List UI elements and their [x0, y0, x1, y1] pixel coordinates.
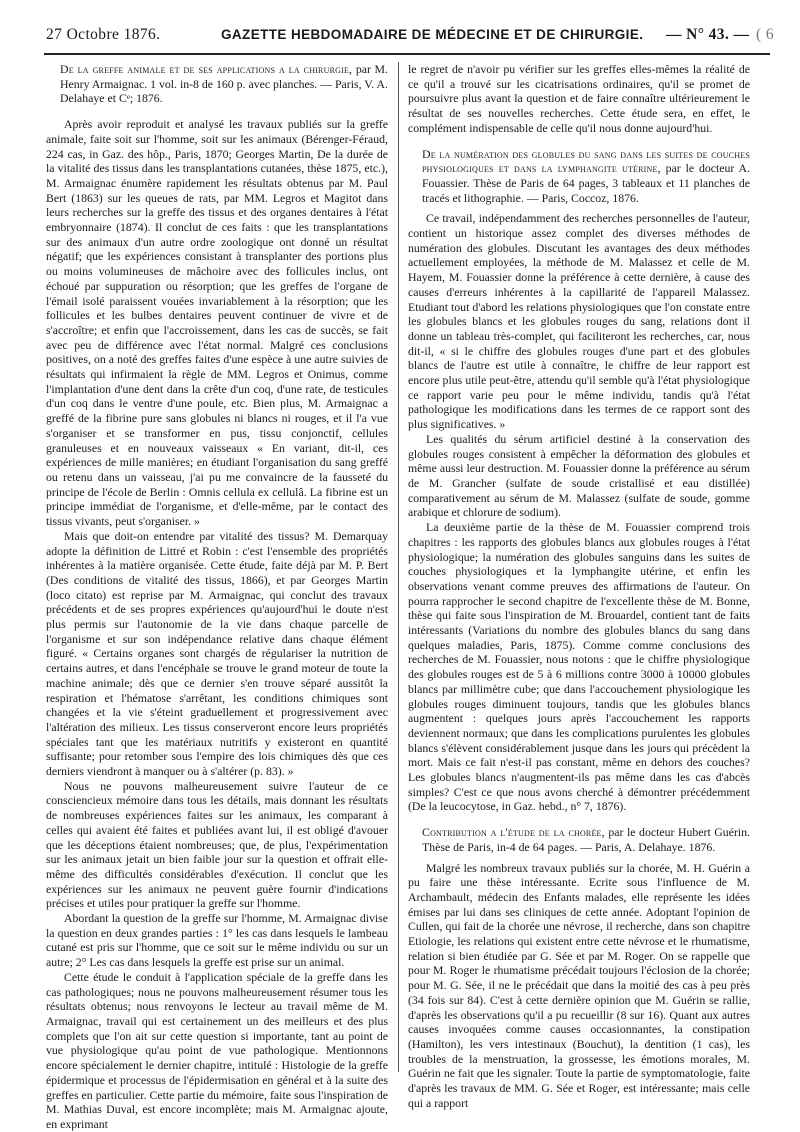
header-rule [44, 53, 770, 55]
paragraph: Les qualités du sérum artificiel destiné à la conservation des globules rouges consistent à empêcher la déformation des globules et même aussi leur destruction. M. Fouassier donne la préférence au sérum de M. Grancher (sulfate de soude cristallisé et eau distillée) comparativement au sérum de M. Malassez (sulfate de soude, gomme arabique et chlorure de sodium). [408, 431, 750, 520]
review-heading-numeration [408, 147, 750, 206]
review-heading-choree [408, 825, 750, 854]
journal-title: GAZETTE HEBDOMADAIRE DE MÉDECINE ET DE CHIRURGIE. [221, 27, 644, 42]
left-column [46, 62, 388, 1131]
column-divider [398, 62, 399, 1072]
review-heading-greffe [46, 62, 388, 106]
right-column [408, 62, 750, 1110]
paragraph: Mais que doit-on entendre par vitalité des tissus? M. Demarquay adopte la définition de Littré et Robin : c'est l'ensemble des propriétés inhérentes à la matière organisée. Cette étude, faite déjà par M. P. Bert (Des conditions de vitalité des tissus, 1866), et par Georges Martin (loco citato) est reprise par M. Armaignac, qui conclut des travaux précédents et de ses propres expériences qu'aujourd'hui le doute n'est plus permis sur l'autonomie de la vie dans chaque parcelle de l'organisme et sur son indépendance relative dans chaque élément figuré. « Certains organes sont chargés de régulariser la nutrition de certains autres, et dans l'encéphale se trouve le grand moteur de toute la machine animale; dès que ce dernier s'en trouve séparé aussitôt la respiration et l'hématose s'arrêtant, les conditions chimiques sont changées et la vie s'éteint graduellement et progressivement avec l'altération des milieux. Les tissus conserveront encore leurs propriétés spéciales tant que les matériaux nutritifs y existeront en quantité suffisante; pour retomber sous l'empire des lois chimiques dès que ces derniers viendront à manquer ou à s'altérer (p. 83). » [46, 528, 388, 779]
page-number: ( 6 [756, 26, 774, 43]
review-title: Contribution a l'étude de la chorée, [422, 825, 605, 840]
paragraph: Malgré les nombreux travaux publiés sur la chorée, M. H. Guérin a pu faire une thèse intéressante. Ecrite sous l'influence de M. Archambault, médecin des Enfants malades, elle représente les idées émises par lui dans ses cliniques de cette année. Adoptant l'opinion de Cullen, qui fait de la chorée une névrose, il recherche, dans son chapitre Etiologie, les relations qui existent entre cette névrose et le rhumatisme, relation si bien étudiée par G. Sée et par M. Roger. On se rappelle que pour M. Roger le rhumatisme précédait toujours l'éclosion de la chorée; pour M. G. Sée, il ne le précédait que dans la moitié des cas à peu près (34 fois sur 84). C'est à cette dernière opinion que M. Guérin se rallie, d'après les observations qu'il a pu recueillir (8 sur 16). Quant aux autres causes invoquées comme causes occasionnantes, la constipation (Hamilton), les vers intestinaux (Bouchut), la dentition (1 cas), les troubles de la menstruation, la grossesse, les émotions morales, M. Guérin ne fait que les signaler. Toute la partie de symptomatologie, faite d'après les travaux de MM. G. Sée et Roger, est intéressante; mais celle qui a rapport [408, 860, 750, 1110]
running-header [44, 26, 774, 50]
review-citation: par le docteur A. Fouassier. Thèse de Paris de 64 pages, 3 tableaux et 11 planches de tracés et lithographie. — Paris, Coccoz, 1876. [422, 161, 750, 205]
paragraph: Abordant la question de la greffe sur l'homme, M. Armaignac divise la question en deux grandes parties : 1° les cas dans lesquels le lambeau cutané est pris sur l'homme, que ce soit sur le même individu ou sur un autre; 2° Les cas dans lesquels la greffe est prise sur un animal. [46, 911, 388, 970]
review-citation: par M. Henry Armaignac. 1 vol. in-8 de 160 p. avec planches. — Paris, V. A. Delahaye et Cᵉ; 1876. [60, 62, 388, 106]
review-citation: par le docteur Hubert Guérin. Thèse de Paris, in-4 de 64 pages. — Paris, A. Delahaye. 1876. [422, 825, 750, 854]
issue-number: — N° 43. — [666, 26, 750, 43]
review-title: De la greffe animale et de ses applications a la chirurgie, [60, 62, 353, 76]
issue-date: 27 Octobre 1876. [46, 26, 161, 43]
paragraph: Nous ne pouvons malheureusement suivre l'auteur de ce consciencieux mémoire dans tous les détails, mais donnant les résultats de nombreuses expériences faites sur les animaux, les comparant à celles qui avaient été faites et publiées avant lui, il est obligé d'avouer que les déceptions étaient nombreuses; que, de plus, l'expérimentation sur les animaux jetait un bien faible jour sur la question et offrait elle-même des difficultés considérables d'exécution. Il conclut que les expériences sur les animaux ne peuvent guère fournir d'indications précises et utiles pour pratiquer la greffe sur l'homme. [46, 778, 388, 911]
paragraph: La deuxième partie de la thèse de M. Fouassier comprend trois chapitres : les rapports des globules blancs aux globules rouges à l'état physiologique; la numération des globules sanguins dans les suites de couches physiologiques et la lymphangite utérine, et enfin les observations venant comme preuves des affirmations de l'auteur. On pourra rapprocher le second chapitre de l'excellente thèse de M. Bonne, thèse qui faite sous l'inspiration de M. Brouardel, contient tant de faits intéressants (Variations du nombre des globules blancs du sang dans quelques maladies, Paris, 1875). Comme comme conclusions des recherches de M. Fouassier, nous notons : que le chiffre physiologique des globules rouges est de 5 à 6 millions contre 3000 à 10000 globules blancs par millimètre cube; que dans l'accouchement physiologique les globules rouges diminuent toujours, tandis que les globules blancs augmentent : quelques jours après l'accouchement les rapports deviennent normaux; que dans les complications purulentes les globules blancs s'élèvent considérablement jusque dans les jours qui précèdent la mort. Mais ce fait n'est-il pas constant, même en dehors des couches? Les globules blancs n'augmentent-ils pas même dans les cas d'abcès simples? C'est ce que nous avons cherché à démontrer précédemment (De la leucocytose, in Gaz. hebd., n° 7, 1876). [408, 520, 750, 814]
review-title: De la numération des globules du sang dans les suites de couches physiologiques et dans la lymphangite utérine, [422, 146, 750, 176]
continuation-paragraph: le regret de n'avoir pu vérifier sur les greffes elles-mêmes la réalité de ce qu'il a trouvé sur les cicatrisations ordinaires, qu'il se promet de poursuivre plus avant la question et de faire connaître ultérieurement le résultat de ses nouvelles recherches. Cette étude sera, en effet, le complément indispensable de celle qu'il nous donne aujourd'hui. [408, 62, 750, 135]
paragraph: Cette étude le conduit à l'application spéciale de la greffe dans les cas pathologiques; nous ne pouvons malheureusement résumer tous les résultats obtenus; nous renvoyons le lecteur au travail même de M. Armaignac, travail qui est certainement un des meilleurs et des plus complets que l'on ait sur cette question si importante, tant au point de vue physiologique qu'au point de vue pathologique. Mentionnons encore spécialement le dernier chapitre, intitulé : Histologie de la greffe épidermique et processus de l'épidermisation en général et à la suite des greffes en particulier. Cette partie du mémoire, faite sous l'inspiration de M. Mathias Duval, est encore incomplète; mais M. Armaignac ajoute, en exprimant [46, 969, 388, 1131]
paragraph: Après avoir reproduit et analysé les travaux publiés sur la greffe animale, faite soit sur l'homme, soit sur les animaux (Bérenger-Féraud, 224 cas, in Gaz. des hôp., Paris, 1870; Georges Martin, De la durée de la vitalité des tissus dans les transplantations cutanées, thèse 1875, etc.), M. Armaignac énumère rapidement les résultats obtenus par M. Paul Bert (1863) sur les queues de rats, par MM. Legros et Magitot dans leurs recherches sur la greffe des tissus et des organes dentaires à l'état embryonnaire (1874). Il conclut de ces faits : que les transplantations sur des animaux d'un autre ordre zoologique ont donné un résultat négatif; que les expériences consistant à transplanter des portions plus ou moins volumineuses de mâchoire avec des follicules inclus, ont échoué par suppuration ou résorption; que les greffes de l'organe de l'émail isolé paraissent vouées invariablement à la résorption; que les follicules et les bulbes dentaires peuvent continuer de vivre et de s'accroître; et enfin que l'accroissement, dans les cas de succès, se fait avec peu de différence avec l'état normal. Malgré ces conclusions positives, on a noté des greffes faites d'une espèce à une autre suivies de résultats qui infirmaient la règle de MM. Legros et Onimus, comme l'implantation d'une dent dans la crête d'un coq, d'une rate, de testicules d'un coq dans le ventre d'une poule, etc. Bien plus, M. Armaignac a greffé de la fibrine pure sans globules ni blancs ni rouges, et il l'a vue s'organiser et se transformer en pus, tissu conjonctif, cellules granuleuses et en nouveaux vaisseaux « En variant, dit-il, ces expériences de mille manières; en étudiant l'organisation du sang greffé ou retenu dans un vaisseau, j'ai pu me convaincre de la fausseté du principe de l'école de Berlin : Omnis cellula ex cellulâ. La fibrine est un principe immédiat de l'organisme, et d'elle-même, par le contact des tissus vivants, peut s'organiser. » [46, 117, 388, 529]
paragraph: Ce travail, indépendamment des recherches personnelles de l'auteur, contient un historique assez complet des diverses méthodes de numération des globules. Discutant les avantages des deux méthodes actuellement employées, la méthode de M. Malassez et celle de M. Hayem, M. Fouassier donne la préférence à cette dernière, à cause des causes d'erreurs inhérentes à la capillarité de l'appareil Malassez. Etudiant tout d'abord les relations physiologiques que l'on constate entre les globules blancs et les globules rouges du sang, relations dont il donne un tableau très-complet, qui faciliteront les recherches, car, nous dit-il, « si le chiffre des globules rouges d'une part et des globules blancs de l'autre est utile à connaître, le chiffre de leur rapport est encore plus utile peut-être, attendu qu'il semble qu'à l'état physiologique ce rapport varie peu pour le même individu, tandis qu'à l'état pathologique les modifications dans les termes de ce rapport sont des plus significatives. » [408, 211, 750, 432]
